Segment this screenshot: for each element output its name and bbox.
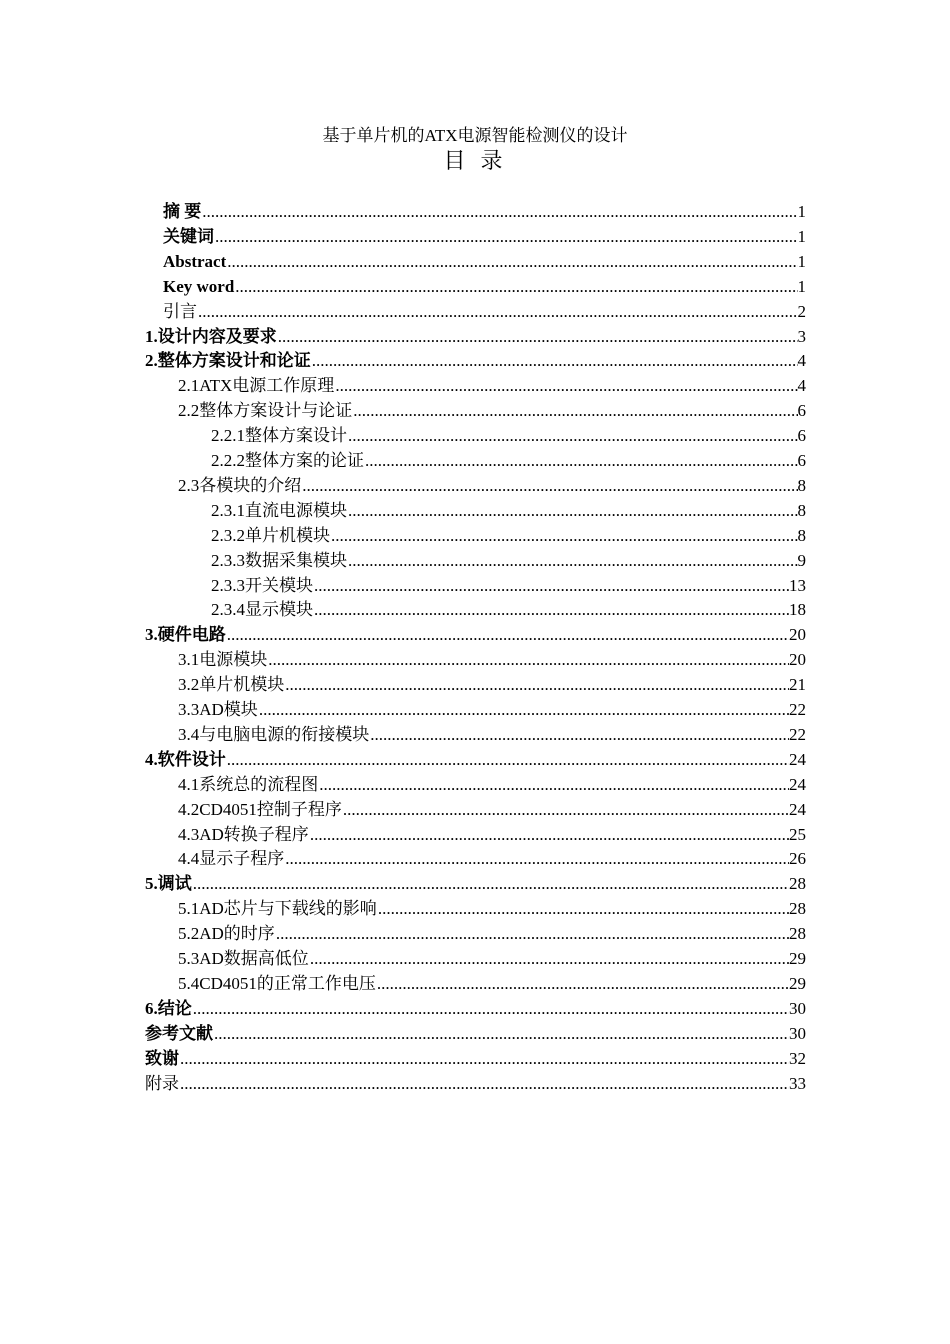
toc-entry-page-number: 9: [797, 550, 806, 570]
toc-entry[interactable]: [178, 822, 806, 847]
toc-entry-leader: [214, 1021, 789, 1046]
toc-entry-page-number: 2: [797, 301, 806, 321]
toc-entry-page-number: 4: [797, 376, 806, 396]
toc-entry-page-number: 30: [789, 998, 806, 1018]
toc-entry-leader: [227, 622, 789, 647]
toc-entry-label: 显示子程序: [199, 849, 285, 869]
toc-entry-page-number: 21: [789, 675, 806, 695]
toc-entry-page-number: 28: [789, 924, 806, 944]
toc-entry[interactable]: [145, 1071, 806, 1096]
toc-entry[interactable]: [178, 672, 806, 697]
toc-entry-number: 2.2.2: [211, 451, 245, 470]
toc-entry-leader: [193, 871, 789, 896]
toc-entry-number: 3.4: [178, 724, 200, 744]
toc-entry-label: 单片机模块: [245, 525, 330, 545]
toc-entry-page-number: 6: [797, 451, 806, 470]
toc-entry-leader: [348, 498, 798, 523]
toc-entry-label: Abstract: [163, 251, 227, 271]
toc-entry-page-number: 6: [797, 401, 806, 421]
toc-entry-label: 数据采集模块: [245, 550, 347, 570]
toc-entry-page-number: 1: [797, 276, 806, 296]
toc-entry[interactable]: [178, 846, 806, 871]
toc-entry-leader: [343, 797, 789, 822]
toc-entry-page-number: 32: [789, 1048, 806, 1068]
toc-entry-page-number: 25: [789, 824, 806, 844]
toc-entry-leader: [310, 822, 789, 847]
toc-entry-label: AD数据高低位: [199, 949, 309, 968]
toc-entry-page-number: 26: [789, 849, 806, 869]
toc-entry-label: 设计内容及要求: [157, 326, 277, 346]
toc-entry-leader: [312, 348, 798, 373]
toc-entry-leader: [378, 896, 789, 921]
toc-entry[interactable]: [163, 199, 806, 224]
toc-entry-label: 硬件电路: [157, 625, 226, 645]
toc-entry-leader: [268, 647, 789, 672]
toc-entry[interactable]: [145, 324, 806, 349]
toc-entry-page-number: 8: [797, 500, 806, 520]
toc-entry[interactable]: [145, 348, 806, 373]
toc-entry-leader: [310, 946, 789, 971]
toc-entry-label: 整体方案设计和论证: [157, 351, 311, 371]
toc-entry-leader: [314, 573, 789, 598]
toc-entry-number: 5.1: [178, 899, 200, 919]
toc-entry-leader: [227, 747, 789, 772]
toc-entry[interactable]: [178, 647, 806, 672]
toc-entry[interactable]: [178, 797, 806, 822]
toc-entry-number: 2.3.2: [211, 525, 245, 545]
toc-entry-leader: [215, 224, 798, 249]
toc-entry-page-number: 8: [797, 525, 806, 545]
toc-entry-leader: [193, 996, 789, 1021]
toc-entry-number: 2.3.1: [211, 500, 245, 520]
toc-entry-page-number: 18: [789, 600, 806, 620]
toc-entry-label: 各模块的介绍: [199, 475, 302, 495]
toc-entry[interactable]: [178, 473, 806, 498]
toc-entry-number: 4.4: [178, 849, 200, 869]
toc-entry-label: ATX电源工作原理: [199, 376, 335, 396]
toc-entry-leader: [285, 846, 789, 871]
toc-entry[interactable]: [178, 697, 806, 722]
toc-entry-page-number: 24: [789, 774, 806, 794]
toc-entry-page-number: 1: [797, 251, 806, 271]
toc-entry[interactable]: [178, 971, 806, 996]
toc-entry-label: 直流电源模块: [245, 500, 347, 520]
toc-entry-label: 整体方案设计与论证: [199, 401, 353, 421]
toc-entry-page-number: 13: [789, 575, 806, 595]
toc-entry-page-number: 22: [789, 700, 806, 719]
toc-entry-leader: [278, 324, 798, 349]
toc-entry-page-number: 20: [789, 650, 806, 670]
toc-entry-page-number: 29: [789, 949, 806, 968]
toc-entry[interactable]: [211, 448, 806, 473]
toc-entry-label: 引言: [163, 301, 197, 321]
toc-entry[interactable]: [178, 722, 806, 747]
toc-entry[interactable]: [178, 896, 806, 921]
toc-entry-label: AD模块: [199, 700, 258, 719]
toc-entry[interactable]: [211, 548, 806, 573]
toc-entry-page-number: 29: [789, 973, 806, 993]
toc-entry[interactable]: [163, 274, 806, 299]
toc-entry[interactable]: [145, 871, 806, 896]
toc-entry-number: 1.: [145, 326, 158, 346]
toc-entry-page-number: 8: [797, 475, 806, 495]
toc-entry-page-number: 24: [789, 799, 806, 819]
toc-entry-leader: [370, 722, 789, 747]
toc-entry[interactable]: [178, 398, 806, 423]
toc-entry-leader: [331, 523, 798, 548]
toc-entry-number: 2.3.4: [211, 600, 245, 620]
toc-entry-number: 6.: [145, 998, 158, 1018]
toc-entry[interactable]: [178, 373, 806, 398]
toc-entry-number: 2.1: [178, 376, 200, 396]
toc-entry-page-number: 30: [789, 1023, 806, 1043]
toc-entry-number: 2.3: [178, 475, 200, 495]
toc-entry-label: 系统总的流程图: [199, 774, 319, 794]
toc-entry[interactable]: [211, 498, 806, 523]
toc-entry-label: Key word: [163, 276, 235, 296]
toc-entry[interactable]: [145, 996, 806, 1021]
toc-entry-leader: [276, 921, 789, 946]
toc-heading: 目 录: [443, 149, 507, 174]
toc-entry-label: 参考文献: [145, 1023, 213, 1043]
document-title: 基于单片机的ATX电源智能检测仪的设计: [322, 126, 628, 145]
toc-entry[interactable]: [145, 1046, 806, 1071]
toc-entry-label: 软件设计: [157, 749, 226, 769]
toc-entry-number: 4.2: [178, 799, 200, 819]
toc-entry-page-number: 4: [797, 351, 806, 371]
toc-entry-label: 电源模块: [199, 650, 268, 670]
toc-entry-leader: [319, 772, 789, 797]
toc-entry-leader: [335, 373, 797, 398]
toc-entry[interactable]: [211, 423, 806, 448]
toc-entry-number: 5.: [145, 874, 158, 894]
toc-entry-page-number: 28: [789, 874, 806, 894]
toc-entry-leader: [235, 274, 797, 299]
toc-entry-number: 5.3: [178, 949, 200, 968]
toc-entry-label: AD转换子程序: [199, 824, 309, 844]
toc-entry-page-number: 22: [789, 724, 806, 744]
toc-entry[interactable]: [178, 921, 806, 946]
toc-entry-label: CD4051控制子程序: [199, 799, 342, 819]
toc-entry-leader: [348, 548, 798, 573]
toc-entry-leader: [365, 448, 798, 473]
toc-entry[interactable]: [178, 946, 806, 971]
toc-entry-label: CD4051的正常工作电压: [199, 973, 376, 993]
toc-entry-page-number: 1: [797, 202, 806, 221]
toc-entry[interactable]: [211, 573, 806, 598]
toc-entry[interactable]: [145, 622, 806, 647]
toc-entry-number: 2.: [145, 351, 158, 371]
toc-entry-number: 2.2.1: [211, 426, 245, 446]
toc-entry-leader: [198, 299, 798, 324]
toc-entry-page-number: 24: [789, 749, 806, 769]
toc-entry-leader: [377, 971, 789, 996]
toc-entry[interactable]: [163, 224, 806, 249]
toc-entry-label: 开关模块: [245, 575, 313, 595]
toc-entry[interactable]: [163, 299, 806, 324]
toc-entry-label: 调试: [157, 874, 192, 894]
toc-entry[interactable]: [211, 597, 806, 622]
toc-entry-leader: [348, 423, 798, 448]
toc-entry-label: 单片机模块: [199, 675, 285, 695]
toc-entry-label: 显示模块: [245, 600, 313, 620]
toc-entry-number: 2.2: [178, 401, 200, 421]
toc-entry-number: 2.3.3: [211, 550, 245, 570]
toc-entry-label: 附录: [145, 1073, 179, 1093]
toc-entry[interactable]: [163, 249, 806, 274]
toc-entry-number: 4.: [145, 749, 158, 769]
toc-entry-leader: [259, 697, 789, 722]
toc-entry-number: 4.1: [178, 774, 200, 794]
toc-entry-leader: [353, 398, 797, 423]
toc-entry-label: AD芯片与下载线的影响: [199, 899, 377, 919]
toc-entry-page-number: 3: [797, 326, 806, 346]
toc-entry-number: 3.1: [178, 650, 200, 670]
toc-entry[interactable]: [145, 747, 806, 772]
toc-entry-leader: [180, 1046, 789, 1071]
toc-entry-label: 关键词: [163, 226, 214, 246]
toc-entry-leader: [202, 199, 797, 224]
toc-entry-page-number: 6: [797, 426, 806, 446]
toc-entry[interactable]: [211, 523, 806, 548]
toc-entry-label: 致谢: [145, 1048, 179, 1068]
toc-entry-label: 整体方案的论证: [245, 451, 364, 470]
toc-entry-number: 4.3: [178, 824, 200, 844]
toc-entry-number: 5.4: [178, 973, 200, 993]
toc-entry-number: 3.: [145, 625, 158, 645]
toc-entry-leader: [285, 672, 789, 697]
toc-entry-leader: [302, 473, 797, 498]
toc-entry-page-number: 33: [789, 1073, 806, 1093]
toc-entry-page-number: 1: [797, 226, 806, 246]
toc-entry-label: 与电脑电源的衔接模块: [199, 724, 370, 744]
toc-entry-label: 摘 要: [163, 202, 202, 221]
toc-entry-leader: [180, 1071, 789, 1096]
toc-entry-number: 2.3.3: [211, 575, 245, 595]
toc-entry-number: 3.3: [178, 700, 200, 719]
toc-entry[interactable]: [145, 1021, 806, 1046]
toc-entry-label: 整体方案设计: [245, 426, 347, 446]
toc-entry-page-number: 28: [789, 899, 806, 919]
toc-entry-label: 结论: [157, 998, 192, 1018]
toc-entry-leader: [227, 249, 797, 274]
toc-entry-label: AD的时序: [199, 924, 275, 944]
toc-entry-number: 3.2: [178, 675, 200, 695]
toc-entry-leader: [314, 597, 789, 622]
toc-entry[interactable]: [178, 772, 806, 797]
toc-entry-number: 5.2: [178, 924, 200, 944]
toc-entry-page-number: 20: [789, 625, 806, 645]
